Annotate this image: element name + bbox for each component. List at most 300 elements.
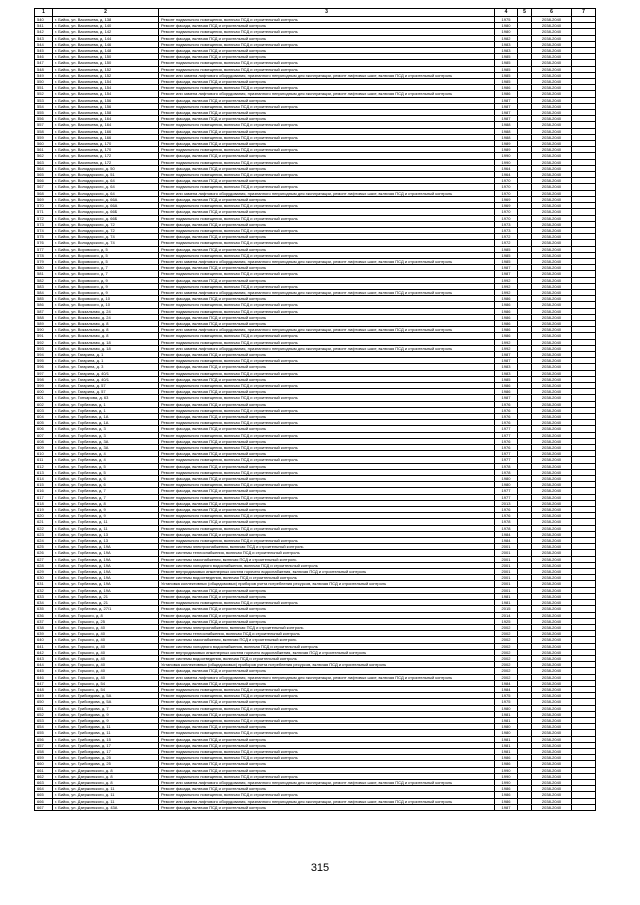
row-work-type: Ремонт фасада, включая ПСД и строительный контроль: [159, 35, 495, 41]
row-number: 617: [35, 494, 53, 500]
row-year: 1985: [495, 66, 518, 72]
row-number: 667: [35, 804, 53, 810]
row-address: г. Бийск, ул. Васильева, д. 170: [53, 141, 159, 147]
row-period: 2038-2040: [532, 612, 572, 618]
row-address: г. Бийск, ул. Васильева, д. 172: [53, 159, 159, 165]
row-period: 2038-2040: [532, 525, 572, 531]
row-period: 2038-2040: [532, 17, 572, 23]
row-year: 1980: [495, 476, 518, 482]
row-year: 1985: [495, 60, 518, 66]
row-period: 2038-2040: [532, 463, 572, 469]
row-address: г. Бийск, ул. Дзержинского, д. 8: [53, 779, 159, 785]
row-work-type: Ремонт подвального помещения, включая ПСД и строительный контроль: [159, 395, 495, 401]
row-address: г. Бийск, ул. Горбатова, д. 21: [53, 600, 159, 606]
row-number: 543: [35, 35, 53, 41]
row-year: 1981: [495, 593, 518, 599]
row-work-type: Ремонт подвального помещения, включая ПСД и строительный контроль: [159, 60, 495, 66]
row-period: 2038-2040: [532, 711, 572, 717]
row-address: г. Бийск, ул. Грибоедова, д. 7: [53, 705, 159, 711]
row-number: 599: [35, 382, 53, 388]
row-work-type: Ремонт фасада, включая ПСД и строительный контроль: [159, 711, 495, 717]
row-number: 629: [35, 569, 53, 575]
row-work-type: Ремонт подвального помещения, включая ПСД и строительный контроль: [159, 103, 495, 109]
row-number: 610: [35, 451, 53, 457]
row-period: 2038-2040: [532, 426, 572, 432]
row-year: 1978: [495, 463, 518, 469]
row-address: г. Бийск, ул. Васильева, д. 144: [53, 35, 159, 41]
row-year: 1925: [495, 618, 518, 624]
row-year: 1976: [495, 420, 518, 426]
row-address: г. Бийск, ул. Горбатова, д. 13: [53, 538, 159, 544]
row-address: г. Бийск, ул. Грибоедова, д. 9: [53, 711, 159, 717]
row-number: 583: [35, 283, 53, 289]
row-year: 1986: [495, 320, 518, 326]
row-work-type: Ремонт фасада, включая ПСД и строительный контроль: [159, 246, 495, 252]
row-period: 2038-2040: [532, 389, 572, 395]
row-work-type: Ремонт фасада, включая ПСД и строительный контроль: [159, 519, 495, 525]
row-work-type: Ремонт фасада, включая ПСД и строительный контроль: [159, 296, 495, 302]
row-number: 582: [35, 277, 53, 283]
row-address: г. Бийск, ул. Горького, д. 40: [53, 637, 159, 643]
row-address: г. Бийск, ул. Воровского, д. 5: [53, 246, 159, 252]
row-work-type: Ремонт фасада, включая ПСД и строительный контроль: [159, 488, 495, 494]
row-address: г. Бийск, ул. Горбатова, д. 3А: [53, 445, 159, 451]
row-work-type: Ремонт фасада, включая ПСД и строительный контроль: [159, 23, 495, 29]
row-year: 1986: [495, 389, 518, 395]
row-address: г. Бийск, ул. Грибоедова, д. 5А: [53, 699, 159, 705]
row-year: 1964: [495, 172, 518, 178]
row-number: 621: [35, 519, 53, 525]
row-work-type: Ремонт системы теплоснабжения, включая ПСД и строительный контроль: [159, 550, 495, 556]
row-address: г. Бийск, ул. Горбатова, д. 7: [53, 488, 159, 494]
row-year: 1986: [495, 302, 518, 308]
row-work-type: Ремонт системы водоотведения, включая ПСД и строительный контроль: [159, 655, 495, 661]
row-period: 2038-2040: [532, 451, 572, 457]
row-period: 2038-2040: [532, 488, 572, 494]
row-period: 2038-2040: [532, 494, 572, 500]
row-period: 2038-2040: [532, 798, 572, 804]
row-address: г. Бийск, ул. Вокзальная, д. 24: [53, 314, 159, 320]
row-address: г. Бийск, ул. Воровского, д. 7: [53, 271, 159, 277]
row-work-type: Ремонт фасада, включая ПСД и строительный контроль: [159, 724, 495, 730]
row-number: 634: [35, 600, 53, 606]
row-period: 2038-2040: [532, 469, 572, 475]
row-address: г. Бийск, ул. Васильева, д. 156: [53, 97, 159, 103]
row-period: 2038-2040: [532, 655, 572, 661]
row-address: г. Бийск, ул. Горбатова, д. 1А: [53, 420, 159, 426]
row-number: 563: [35, 159, 53, 165]
row-address: г. Бийск, ул. Васильева, д. 164: [53, 116, 159, 122]
row-address: г. Бийск, ул. Воровского, д. 5: [53, 258, 159, 264]
row-year: 1987: [495, 351, 518, 357]
row-period: 2038-2040: [532, 172, 572, 178]
row-work-type: Ремонт фасада, включая ПСД и строительный контроль: [159, 364, 495, 370]
row-number: 657: [35, 742, 53, 748]
row-address: г. Бийск, ул. Горбатова, д. 4: [53, 457, 159, 463]
row-period: 2038-2040: [532, 600, 572, 606]
row-address: г. Бийск, ул. Володарского, д. 66А: [53, 203, 159, 209]
row-work-type: Ремонт фасада, включая ПСД и строительный контроль: [159, 265, 495, 271]
row-work-type: Ремонт подвального помещения, включая ПСД и строительный контроль: [159, 271, 495, 277]
row-work-type: Ремонт фасада, включая ПСД и строительный контроль: [159, 476, 495, 482]
row-number: 651: [35, 705, 53, 711]
row-period: 2038-2040: [532, 748, 572, 754]
row-work-type: Ремонт или замена лифтового оборудования, признанного непригодным для эксплуатации, ремонт лифтовых шахт, включая ПСД и строительный контроль: [159, 72, 495, 78]
row-number: 623: [35, 531, 53, 537]
row-work-type: Ремонт фасада, включая ПСД и строительный контроль: [159, 320, 495, 326]
row-work-type: Ремонт фасада, включая ПСД и строительный контроль: [159, 54, 495, 60]
row-number: 660: [35, 761, 53, 767]
row-number: 630: [35, 575, 53, 581]
row-number: 580: [35, 265, 53, 271]
row-period: 2038-2040: [532, 432, 572, 438]
row-work-type: Ремонт подвального помещения, включая ПСД и строительный контроль: [159, 203, 495, 209]
row-year: 1987: [495, 116, 518, 122]
row-work-type: Ремонт фасада, включая ПСД и строительный контроль: [159, 414, 495, 420]
row-number: 596: [35, 364, 53, 370]
row-work-type: Ремонт подвального помещения, включая ПСД и строительный контроль: [159, 147, 495, 153]
row-address: г. Бийск, ул. Васильева, д. 154: [53, 91, 159, 97]
row-year: 1982: [495, 35, 518, 41]
row-year: 1992: [495, 339, 518, 345]
row-address: г. Бийск, ул. Горбатова, д. 21: [53, 593, 159, 599]
row-address: г. Бийск, ул. Володарского, д. 72: [53, 221, 159, 227]
row-work-type: Ремонт подвального помещения, включая ПСД и строительный контроль: [159, 730, 495, 736]
row-work-type: Ремонт фасада, включая ПСД и строительный контроль: [159, 463, 495, 469]
row-year: 1969: [495, 196, 518, 202]
row-address: г. Бийск, ул. Горбатова, д. 9: [53, 513, 159, 519]
row-period: 2038-2040: [532, 29, 572, 35]
row-work-type: Ремонт подвального помещения, включая ПСД и строительный контроль: [159, 184, 495, 190]
row-year: 1986: [495, 761, 518, 767]
row-number: 665: [35, 792, 53, 798]
row-number: 560: [35, 141, 53, 147]
header-col-7: 7: [572, 9, 596, 17]
row-year: 1990: [495, 159, 518, 165]
row-year: 1976: [495, 407, 518, 413]
row-year: 1973: [495, 221, 518, 227]
row-work-type: Ремонт или замена лифтового оборудования, признанного непригодным для эксплуатации, ремонт лифтовых шахт, включая ПСД и строительный контроль: [159, 345, 495, 351]
row-year: 1981: [495, 711, 518, 717]
row-address: г. Бийск, ул. Васильева, д. 142: [53, 29, 159, 35]
row-address: г. Бийск, ул. Горбатова, д. 1: [53, 407, 159, 413]
row-number: 655: [35, 730, 53, 736]
row-number: 585: [35, 296, 53, 302]
row-year: 1987: [495, 358, 518, 364]
row-period: 2038-2040: [532, 804, 572, 810]
row-number: 658: [35, 748, 53, 754]
row-number: 547: [35, 60, 53, 66]
row-year: 2001: [495, 581, 518, 587]
row-address: г. Бийск, ул. Горбатова, д. 11: [53, 519, 159, 525]
row-number: 612: [35, 463, 53, 469]
row-address: г. Бийск, ул. Горбатова, д. 19А: [53, 556, 159, 562]
row-year: 1976: [495, 445, 518, 451]
row-address: г. Бийск, ул. Горбатова, д. 6: [53, 476, 159, 482]
row-number: 622: [35, 525, 53, 531]
row-period: 2038-2040: [532, 761, 572, 767]
row-number: 664: [35, 786, 53, 792]
row-year: 1987: [495, 265, 518, 271]
row-address: г. Бийск, ул. Вокзальная, д. 8: [53, 333, 159, 339]
table-body: [35, 17, 596, 811]
row-work-type: Ремонт подвального помещения, включая ПСД и строительный контроль: [159, 29, 495, 35]
row-work-type: Ремонт подвального помещения, включая ПСД и строительный контроль: [159, 693, 495, 699]
row-number: 625: [35, 544, 53, 550]
row-period: 2038-2040: [532, 445, 572, 451]
row-address: г. Бийск, ул. Грибоедова, д. 11: [53, 724, 159, 730]
row-period: 2038-2040: [532, 755, 572, 761]
row-period: 2038-2040: [532, 779, 572, 785]
row-number: 567: [35, 184, 53, 190]
row-year: 1985: [495, 252, 518, 258]
row-work-type: Ремонт подвального помещения, включая ПСД и строительный контроль: [159, 370, 495, 376]
row-period: 2038-2040: [532, 240, 572, 246]
row-work-type: Ремонт фасада, включая ПСД и строительный контроль: [159, 401, 495, 407]
row-work-type: Ремонт подвального помещения, включая ПСД и строительный контроль: [159, 66, 495, 72]
row-number: 607: [35, 432, 53, 438]
row-address: г. Бийск, ул. Грибоедова, д. 5А: [53, 693, 159, 699]
row-address: г. Бийск, ул. Горбатова, д. 19А: [53, 587, 159, 593]
row-work-type: Ремонт подвального помещения, включая ПСД и строительный контроль: [159, 748, 495, 754]
row-number: 562: [35, 153, 53, 159]
row-work-type: Ремонт или замена лифтового оборудования, признанного непригодным для эксплуатации, ремонт лифтовых шахт, включая ПСД и строительный контроль: [159, 327, 495, 333]
row-work-type: Ремонт системы холодного водоснабжения, включая ПСД и строительный контроль: [159, 562, 495, 568]
row-period: 2038-2040: [532, 265, 572, 271]
row-number: 557: [35, 122, 53, 128]
row-number: 663: [35, 779, 53, 785]
row-year: 1976: [495, 401, 518, 407]
row-year: 1980: [495, 705, 518, 711]
row-address: г. Бийск, ул. Горбатова, д. 11: [53, 525, 159, 531]
row-period: 2038-2040: [532, 668, 572, 674]
row-number: 633: [35, 593, 53, 599]
row-year: 1976: [495, 414, 518, 420]
row-period: 2038-2040: [532, 351, 572, 357]
row-year: 1978: [495, 525, 518, 531]
row-period: 2038-2040: [532, 327, 572, 333]
row-year: 1980: [495, 730, 518, 736]
row-address: г. Бийск, ул. Горбатова, д. 5: [53, 463, 159, 469]
row-period: 2038-2040: [532, 271, 572, 277]
row-number: 653: [35, 717, 53, 723]
row-year: 2001: [495, 569, 518, 575]
row-year: 2002: [495, 662, 518, 668]
row-work-type: Ремонт подвального помещения, включая ПСД и строительный контроль: [159, 85, 495, 91]
row-address: г. Бийск, ул. Горбатова, д. 9: [53, 507, 159, 513]
row-number: 573: [35, 221, 53, 227]
row-number: 568: [35, 190, 53, 196]
row-number: 666: [35, 798, 53, 804]
row-year: 2001: [495, 544, 518, 550]
row-address: г. Бийск, ул. Гончарова, д. 63: [53, 395, 159, 401]
row-number: 608: [35, 438, 53, 444]
row-work-type: Ремонт подвального помещения, включая ПСД и строительный контроль: [159, 358, 495, 364]
row-period: 2038-2040: [532, 562, 572, 568]
row-work-type: Ремонт подвального помещения, включая ПСД и строительный контроль: [159, 41, 495, 47]
row-year: 1977: [495, 426, 518, 432]
row-year: 1975: [495, 699, 518, 705]
row-period: 2038-2040: [532, 252, 572, 258]
row-period: 2038-2040: [532, 159, 572, 165]
row-work-type: Ремонт подвального помещения, включая ПСД и строительный контроль: [159, 792, 495, 798]
row-address: г. Бийск, ул. Воровского, д. 10: [53, 296, 159, 302]
row-work-type: Ремонт подвального помещения, включая ПСД и строительный контроль: [159, 407, 495, 413]
row-address: г. Бийск, ул. Горбатова, д. 6: [53, 482, 159, 488]
row-address: г. Бийск, ул. Воровского, д. 7: [53, 265, 159, 271]
row-address: г. Бийск, ул. Грибоедова, д. 17: [53, 748, 159, 754]
row-period: 2038-2040: [532, 376, 572, 382]
row-year: 2002: [495, 637, 518, 643]
row-address: г. Бийск, ул. Горького, д. 25: [53, 618, 159, 624]
row-number: 540: [35, 17, 53, 23]
row-address: г. Бийск, ул. Володарского, д. 50: [53, 165, 159, 171]
row-number: 648: [35, 686, 53, 692]
row-address: г. Бийск, ул. Гагарина, д. 1: [53, 358, 159, 364]
row-year: 1986: [495, 296, 518, 302]
row-year: 1986: [495, 327, 518, 333]
row-work-type: Ремонт фасада, включая ПСД и строительный контроль: [159, 507, 495, 513]
row-year: 1981: [495, 717, 518, 723]
row-work-type: Ремонт подвального помещения, включая ПСД и строительный контроль: [159, 172, 495, 178]
row-address: г. Бийск, ул. Горького, д. 40: [53, 643, 159, 649]
row-year: 1988: [495, 122, 518, 128]
row-period: 2038-2040: [532, 60, 572, 66]
row-number: 552: [35, 91, 53, 97]
row-address: г. Бийск, ул. Горького, д. 54: [53, 680, 159, 686]
row-year: 1990: [495, 153, 518, 159]
row-number: 654: [35, 724, 53, 730]
row-number: 635: [35, 606, 53, 612]
row-address: г. Бийск, ул. Васильева, д. 150: [53, 54, 159, 60]
row-period: 2038-2040: [532, 35, 572, 41]
row-work-type: Ремонт фасада, включая ПСД и строительный контроль: [159, 196, 495, 202]
row-number: 589: [35, 320, 53, 326]
row-address: г. Бийск, ул. Дзержинского, д. 11: [53, 792, 159, 798]
row-number: 559: [35, 134, 53, 140]
row-address: г. Бийск, ул. Васильева, д. 154: [53, 85, 159, 91]
row-period: 2038-2040: [532, 320, 572, 326]
row-year: 1985: [495, 376, 518, 382]
row-number: 550: [35, 79, 53, 85]
row-year: 2013: [495, 500, 518, 506]
row-address: г. Бийск, ул. Васильева, д. 164: [53, 122, 159, 128]
row-number: 556: [35, 116, 53, 122]
row-year: 1988: [495, 134, 518, 140]
row-address: г. Бийск, ул. Горбатова, д. 19А: [53, 550, 159, 556]
row-number: 636: [35, 612, 53, 618]
row-year: 1975: [495, 17, 518, 23]
row-period: 2038-2040: [532, 624, 572, 630]
row-work-type: Ремонт подвального помещения, включая ПСД и строительный контроль: [159, 482, 495, 488]
row-work-type: Ремонт фасада, включая ПСД и строительный контроль: [159, 612, 495, 618]
row-year: 1987: [495, 271, 518, 277]
row-work-type: Ремонт подвального помещения, включая ПСД и строительный контроль: [159, 159, 495, 165]
row-address: г. Бийск, ул. Грибоедова, д. 17: [53, 742, 159, 748]
row-period: 2038-2040: [532, 209, 572, 215]
row-address: г. Бийск, ул. Горбатова, д. 27/1: [53, 606, 159, 612]
row-work-type: Ремонт подвального помещения, включая ПСД и строительный контроль: [159, 122, 495, 128]
row-period: 2038-2040: [532, 147, 572, 153]
row-period: 2038-2040: [532, 693, 572, 699]
row-number: 646: [35, 674, 53, 680]
row-address: г. Бийск, ул. Васильева, д. 156: [53, 103, 159, 109]
row-period: 2038-2040: [532, 618, 572, 624]
row-year: 1970: [495, 178, 518, 184]
row-number: 652: [35, 711, 53, 717]
row-year: 1987: [495, 103, 518, 109]
row-number: 624: [35, 538, 53, 544]
row-work-type: Ремонт подвального помещения, включая ПСД и строительный контроль: [159, 215, 495, 221]
row-address: г. Бийск, ул. Вокзальная, д. 18: [53, 339, 159, 345]
row-year: 1987: [495, 395, 518, 401]
row-address: г. Бийск, ул. Горбатова, д. 19А: [53, 569, 159, 575]
row-period: 2038-2040: [532, 395, 572, 401]
row-number: 659: [35, 755, 53, 761]
row-period: 2038-2040: [532, 792, 572, 798]
row-period: 2038-2040: [532, 246, 572, 252]
row-work-type: Ремонт подвального помещения, включая ПСД и строительный контроль: [159, 382, 495, 388]
row-number: 554: [35, 103, 53, 109]
row-year: 1972: [495, 234, 518, 240]
row-number: 614: [35, 476, 53, 482]
row-year: 1985: [495, 79, 518, 85]
row-year: 1980: [495, 29, 518, 35]
row-work-type: Ремонт подвального помещения, включая ПСД и строительный контроль: [159, 686, 495, 692]
row-work-type: Ремонт фасада, включая ПСД и строительный контроль: [159, 736, 495, 742]
row-work-type: Ремонт фасада, включая ПСД и строительный контроль: [159, 699, 495, 705]
row-year: 1980: [495, 482, 518, 488]
row-period: 2038-2040: [532, 215, 572, 221]
row-work-type: Ремонт фасада, включая ПСД и строительный контроль: [159, 761, 495, 767]
row-address: г. Бийск, ул. Дзержинского, д. 43А: [53, 804, 159, 810]
row-year: 2002: [495, 674, 518, 680]
row-address: г. Бийск, ул. Грибоедова, д. 9: [53, 717, 159, 723]
row-work-type: Ремонт или замена лифтового оборудования, признанного непригодным для эксплуатации, ремонт лифтовых шахт, включая ПСД и строительный контроль: [159, 258, 495, 264]
row-period: 2038-2040: [532, 593, 572, 599]
row-period: 2038-2040: [532, 544, 572, 550]
row-year: 1978: [495, 519, 518, 525]
row-work-type: Ремонт системы газоснабжения, включая ПСД и строительный контроль: [159, 556, 495, 562]
repair-schedule-table: [34, 8, 596, 811]
row-period: 2038-2040: [532, 507, 572, 513]
row-year: 2002: [495, 631, 518, 637]
row-year: 1970: [495, 209, 518, 215]
row-number: 553: [35, 97, 53, 103]
row-work-type: Ремонт фасада, включая ПСД и строительный контроль: [159, 351, 495, 357]
row-address: г. Бийск, ул. Гагарина, д. 40/1: [53, 370, 159, 376]
row-year: 1976: [495, 438, 518, 444]
row-address: г. Бийск, ул. Горького, д. 40: [53, 631, 159, 637]
row-number: 603: [35, 407, 53, 413]
row-year: 1983: [495, 41, 518, 47]
row-period: 2038-2040: [532, 686, 572, 692]
row-number: 598: [35, 376, 53, 382]
row-number: 571: [35, 209, 53, 215]
row-year: 1990: [495, 779, 518, 785]
row-number: 581: [35, 271, 53, 277]
row-year: 1976: [495, 513, 518, 519]
row-number: 619: [35, 507, 53, 513]
row-number: 586: [35, 302, 53, 308]
row-work-type: Ремонт подвального помещения, включая ПСД и строительный контроль: [159, 525, 495, 531]
row-work-type: Ремонт фасада, включая ПСД и строительный контроль: [159, 606, 495, 612]
row-work-type: Ремонт фасада, включая ПСД и строительный контроль: [159, 438, 495, 444]
row-period: 2038-2040: [532, 302, 572, 308]
row-period: 2038-2040: [532, 531, 572, 537]
row-work-type: Ремонт фасада, включая ПСД и строительный контроль: [159, 587, 495, 593]
row-number: 642: [35, 649, 53, 655]
